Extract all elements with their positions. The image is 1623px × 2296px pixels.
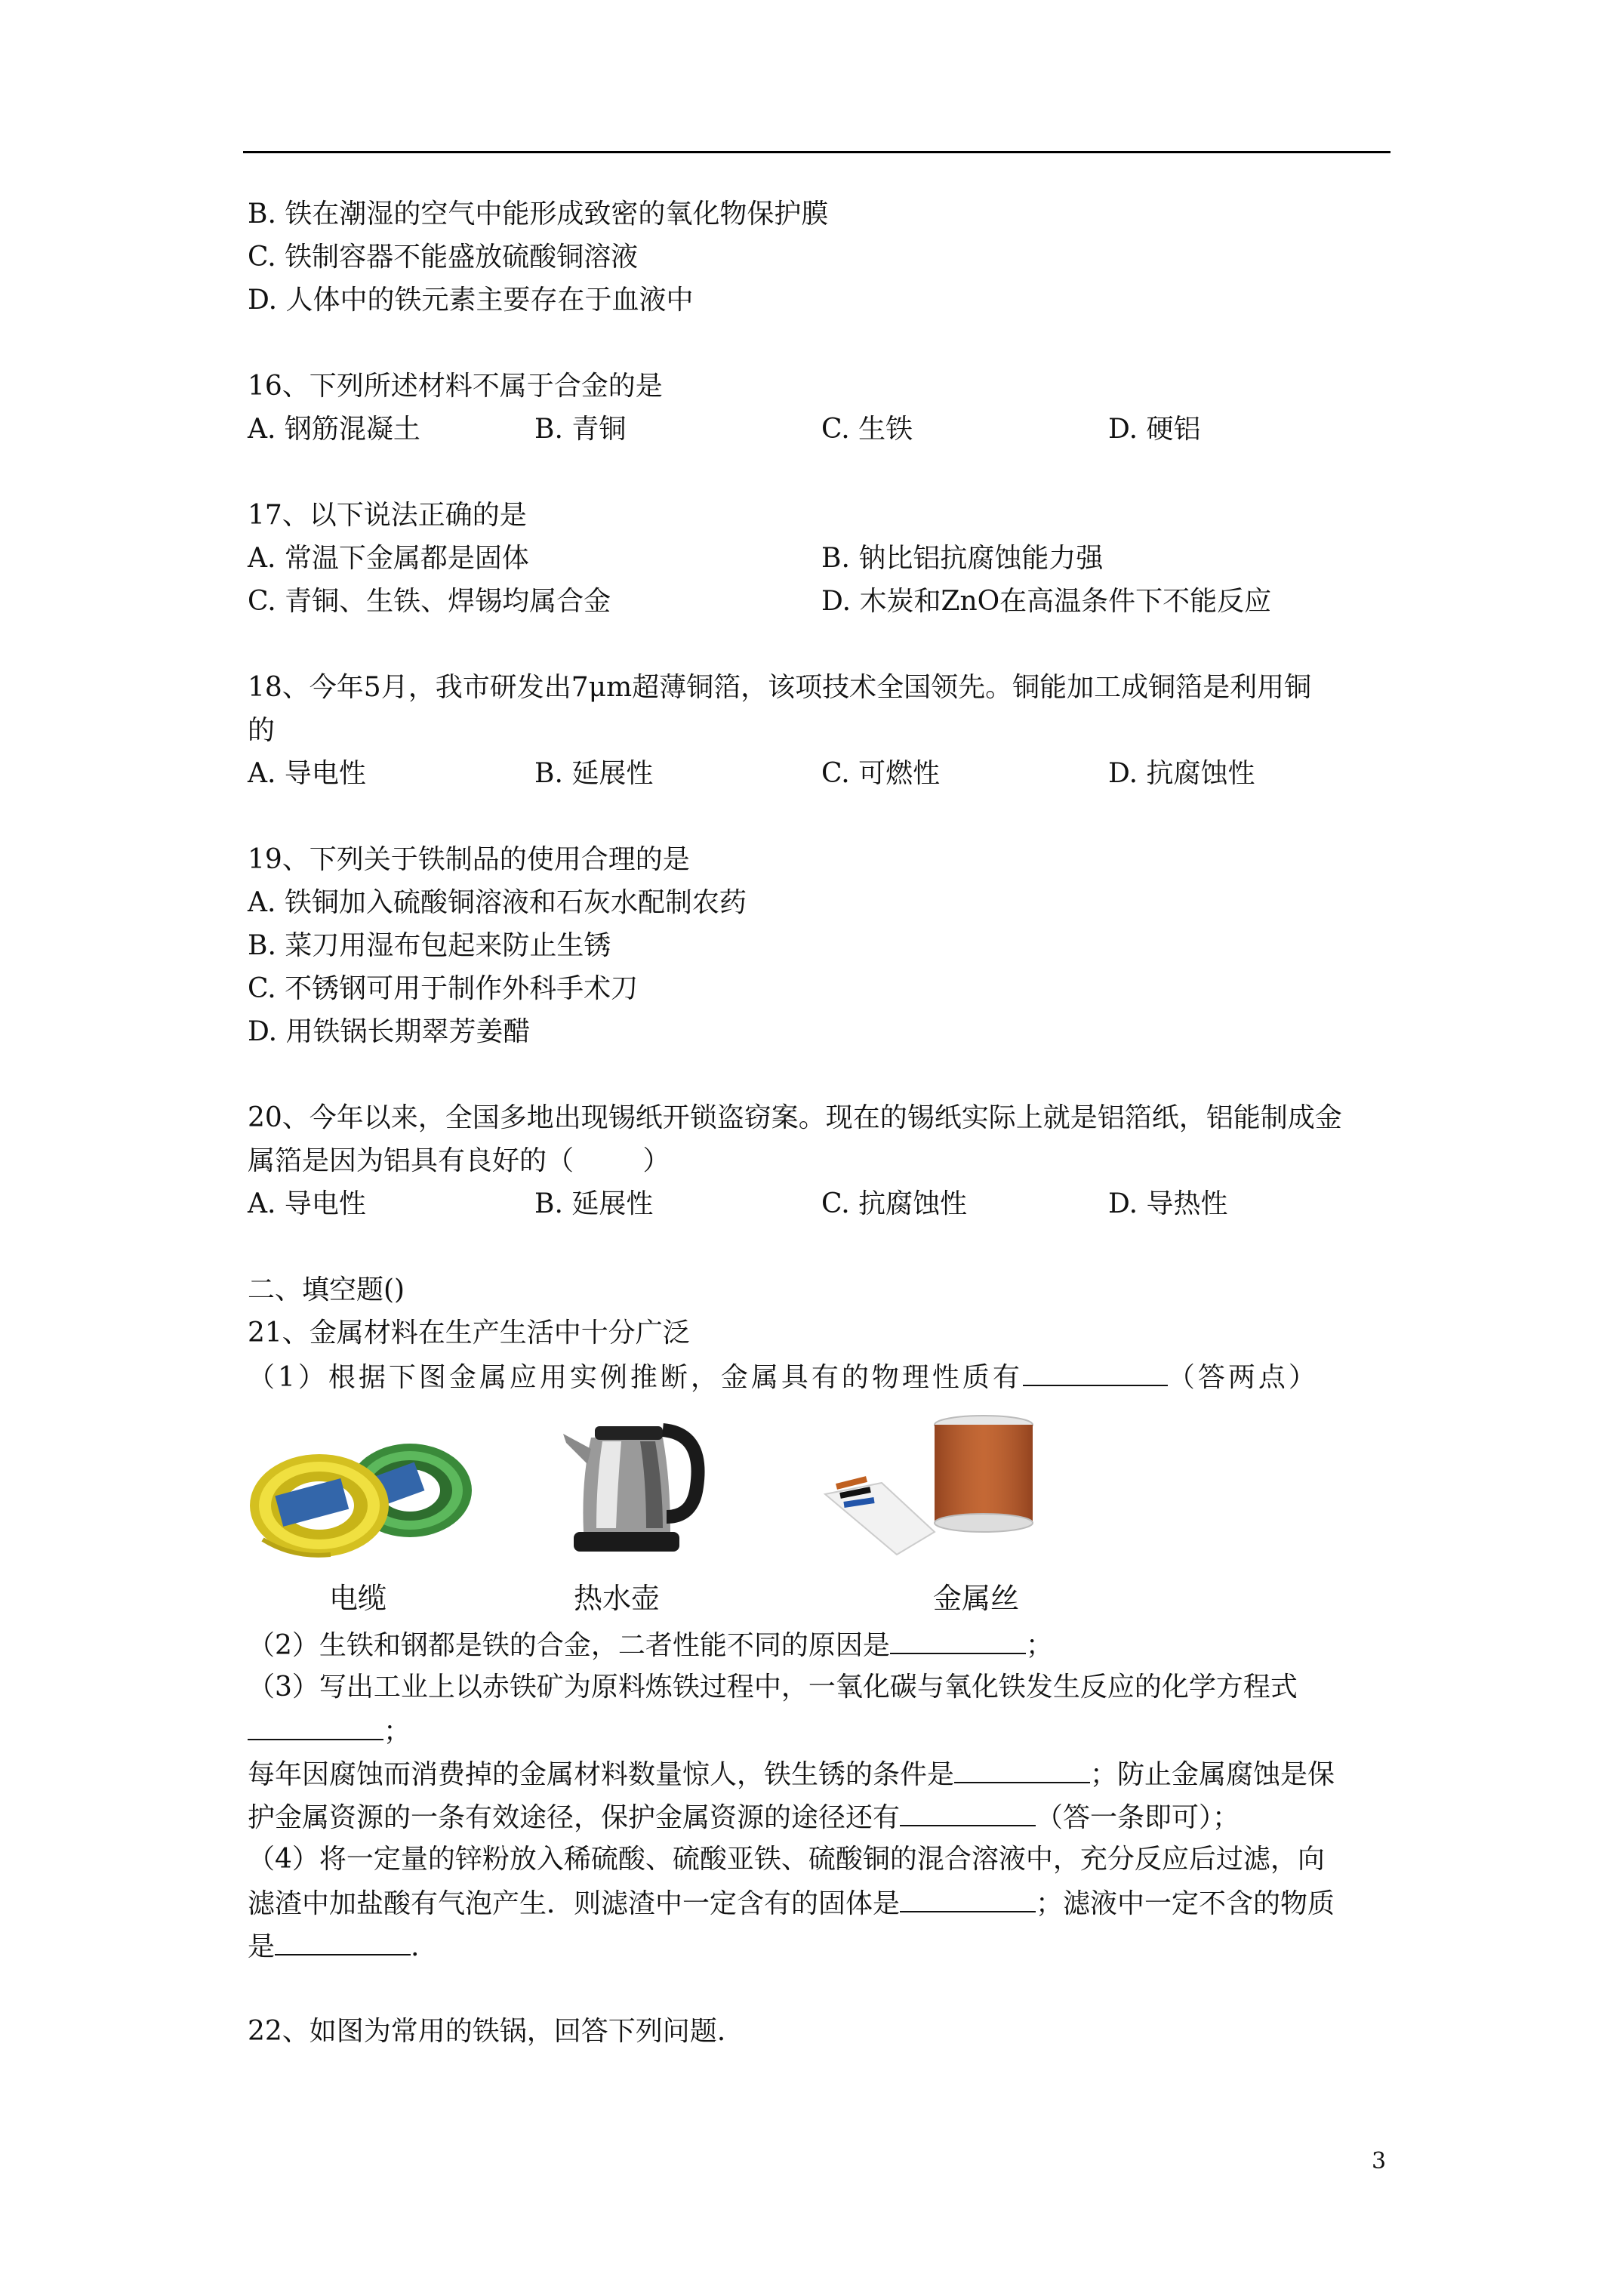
metal-applications-figure [248,1404,1395,1623]
answer-blank[interactable] [900,1795,1036,1826]
q21-part3-line1: （3）写出工业上以赤铁矿为原料炼铁过程中，一氧化碳与氧化铁发生反应的化学方程式 [248,1672,1298,1703]
page-content [248,193,1395,2053]
q18-option-a: A. 导电性 [248,758,366,789]
header-rule [243,151,1390,153]
answer-blank[interactable] [275,1924,411,1955]
answer-blank[interactable] [1023,1354,1168,1386]
page-number: 3 [1372,2148,1387,2174]
q17-stem: 17、以下说法正确的是 [248,500,527,531]
q21-part1 [248,1354,1395,1398]
caption-kettle: 热水壶 [574,1582,661,1615]
q19-option-c: C. 不锈钢可用于制作外科手术刀 [248,973,639,1004]
q16-option-d: D. 硬铝 [1108,414,1201,445]
q16-option-a: A. 钢筋混凝土 [248,414,420,445]
q22-stem: 22、如图为常用的铁锅，回答下列问题. [248,2016,726,2047]
answer-blank[interactable] [900,1881,1036,1912]
q19-option-b: B. 菜刀用湿布包起来防止生锈 [248,930,611,961]
q15-option-c: C. 铁制容器不能盛放硫酸铜溶液 [248,242,639,273]
q18-stem-line2: 的 [248,715,276,746]
q21-rust-prefix: 每年因腐蚀而消费掉的金属材料数量惊人，铁生锈的条件是 [248,1759,955,1790]
q17-options-row1 [248,537,1395,580]
q21-part4-line3 [248,1924,1395,1967]
q21-part4-line3-prefix: 是 [248,1931,276,1962]
q18-stem-line1: 18、今年5月，我市研发出7μm超薄铜箔，该项技术全国领先。铜能加工成铜箔是利用铜 [248,672,1312,703]
q20-options [248,1182,1395,1225]
q19-option-a: A. 铁铜加入硫酸铜溶液和石灰水配制农药 [248,887,747,918]
q21-part2 [248,1623,1395,1666]
q21-part4-line2 [248,1881,1395,1924]
q21-part4-line2-prefix: 滤渣中加盐酸有气泡产生．则滤渣中一定含有的固体是 [248,1888,901,1919]
answer-blank[interactable] [890,1623,1026,1654]
q15-option-d: D. 人体中的铁元素主要存在于血液中 [248,285,694,316]
q20-option-c: C. 抗腐蚀性 [821,1188,968,1219]
q18-option-b: B. 延展性 [534,758,654,789]
q21-part4-line3-suffix: . [411,1931,420,1962]
q16-option-c: C. 生铁 [821,414,913,445]
q18-option-c: C. 可燃性 [821,758,941,789]
section-title: 二、填空题() [248,1274,405,1305]
caption-metal-wire: 金属丝 [933,1582,1020,1615]
q20-stem-line1: 20、今年以来，全国多地出现锡纸开锁盗窃案。现在的锡纸实际上就是铝箔纸，铝能制成金 [248,1102,1342,1133]
answer-blank[interactable] [248,1709,383,1740]
metal-wire-image [821,1411,1048,1562]
q21-rust-mid: ；防止金属腐蚀是保 [1090,1759,1335,1790]
q16-option-b: B. 青铜 [534,414,627,445]
q17-option-b: B. 钠比铝抗腐蚀能力强 [821,543,1104,574]
q18-options [248,752,1395,795]
q21-part3-line2 [248,1709,1395,1752]
q20-option-b: B. 延展性 [534,1188,654,1219]
q17-option-d: D. 木炭和ZnO在高温条件下不能反应 [821,586,1272,617]
q20-option-a: A. 导电性 [248,1188,366,1219]
cable-image [248,1426,474,1562]
q19-stem: 19、下列关于铁制品的使用合理的是 [248,844,690,875]
q20-option-d: D. 导热性 [1108,1188,1228,1219]
q19-option-d: D. 用铁锅长期翠芳姜醋 [248,1016,531,1047]
q21-part3-suffix: ； [383,1716,411,1747]
q16-stem: 16、下列所述材料不属于合金的是 [248,371,663,402]
q21-part4-line1: （4）将一定量的锌粉放入稀硫酸、硫酸亚铁、硫酸铜的混合溶液中，充分反应后过滤，向 [248,1844,1325,1875]
q17-option-a: A. 常温下金属都是固体 [248,543,529,574]
q21-part1-suffix: （答两点） [1167,1362,1319,1393]
q16-options [248,408,1395,451]
q21-part4-line2-suffix: ；滤液中一定不含的物质 [1036,1888,1335,1919]
q21-part1-prefix: （1）根据下图金属应用实例推断，金属具有的物理性质有 [248,1362,1023,1393]
q21-stem: 21、金属材料在生产生活中十分广泛 [248,1318,690,1348]
q21-protect-prefix: 护金属资源的一条有效途径，保护金属资源的途径还有 [248,1802,901,1833]
caption-cable: 电缆 [329,1582,387,1615]
q20-stem-line2: 属箔是因为铝具有良好的（ ） [248,1145,670,1176]
q21-protect-line [248,1795,1395,1838]
q21-protect-suffix: （答一条即可）； [1036,1802,1240,1833]
q17-options-row2 [248,580,1395,623]
q15-option-b: B. 铁在潮湿的空气中能形成致密的氧化物保护膜 [248,199,829,230]
q18-option-d: D. 抗腐蚀性 [1108,758,1255,789]
answer-blank[interactable] [954,1752,1090,1783]
q17-option-c: C. 青铜、生铁、焊锡均属合金 [248,586,611,617]
q21-part2-suffix: ； [1025,1630,1053,1661]
q21-part2-prefix: （2）生铁和钢都是铁的合金，二者性能不同的原因是 [248,1630,890,1661]
q21-rust-line [248,1752,1395,1795]
kettle-image [550,1404,716,1562]
